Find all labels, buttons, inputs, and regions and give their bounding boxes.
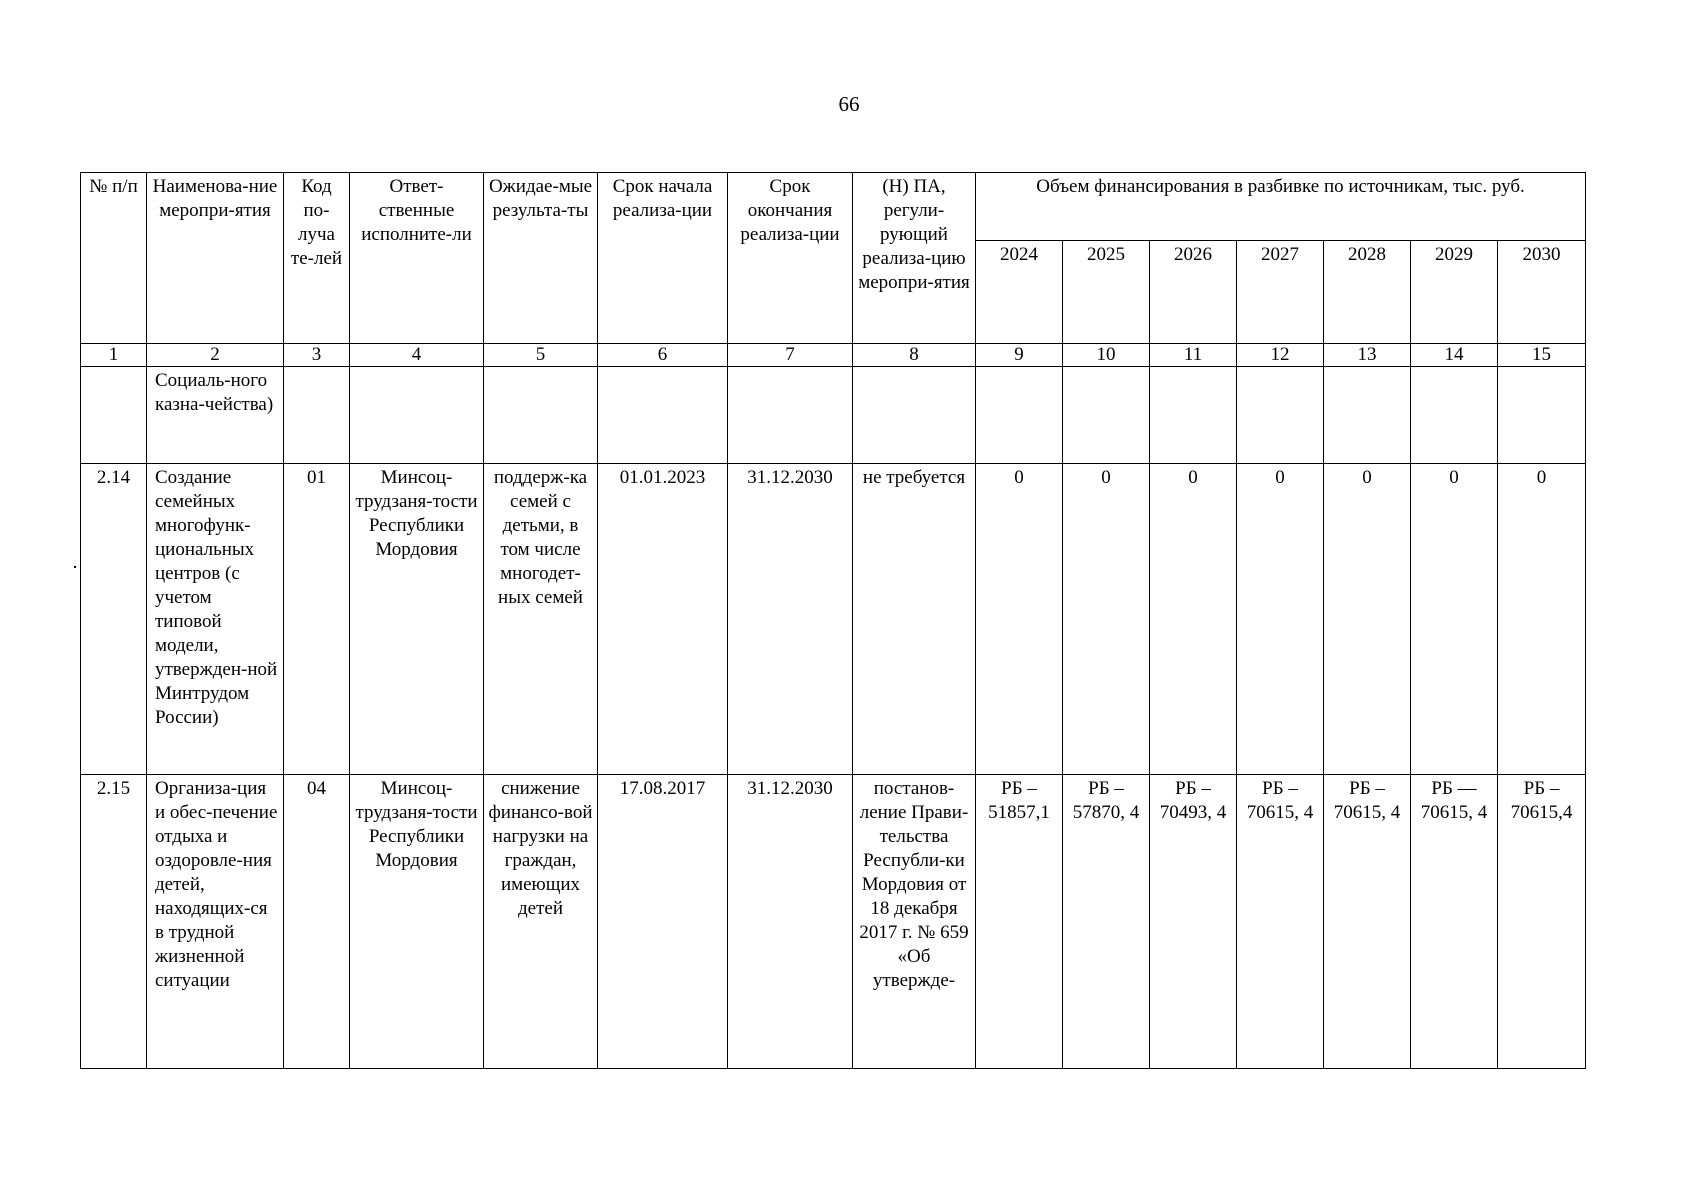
row-npa: постанов-ление Прави-тельства Республи-ки Мордовия от 18 декабря 2017 г. № 659 «Об утвержде- <box>853 775 976 1069</box>
row-results: поддерж-ка семей с детьми, в том числе многодет-ных семей <box>484 464 598 775</box>
row-value: РБ – 51857,1 <box>976 775 1063 1069</box>
header-year: 2024 <box>976 241 1063 344</box>
row-name: Социаль-ного казна-чейства) <box>147 367 284 464</box>
column-number: 6 <box>598 344 728 367</box>
header-results: Ожидае-мые результа-ты <box>484 173 598 344</box>
row-code <box>284 367 350 464</box>
column-number: 3 <box>284 344 350 367</box>
table-row <box>81 464 1586 775</box>
table-row <box>81 775 1586 1069</box>
row-start: 01.01.2023 <box>598 464 728 775</box>
header-name: Наименова-ние меропри-ятия <box>147 173 284 344</box>
header-num: № п/п <box>81 173 147 344</box>
header-year: 2025 <box>1063 241 1150 344</box>
row-end: 31.12.2030 <box>728 775 853 1069</box>
column-number: 11 <box>1150 344 1237 367</box>
column-number: 12 <box>1237 344 1324 367</box>
row-end <box>728 367 853 464</box>
row-num: 2.14 <box>81 464 147 775</box>
header-year: 2028 <box>1324 241 1411 344</box>
header-year: 2026 <box>1150 241 1237 344</box>
header-start: Срок начала реализа-ции <box>598 173 728 344</box>
row-value: РБ – 57870, 4 <box>1063 775 1150 1069</box>
row-start: 17.08.2017 <box>598 775 728 1069</box>
row-name: Создание семейных многофунк-циональных центров (с учетом типовой модели, утвержден-ной Минтрудом России) <box>147 464 284 775</box>
row-value: РБ – 70615,4 <box>1498 775 1586 1069</box>
row-value: РБ – 70615, 4 <box>1324 775 1411 1069</box>
row-code: 04 <box>284 775 350 1069</box>
row-value <box>1324 367 1411 464</box>
row-start <box>598 367 728 464</box>
column-number: 15 <box>1498 344 1586 367</box>
column-number: 9 <box>976 344 1063 367</box>
row-results: снижение финансо-вой нагрузки на граждан, имеющих детей <box>484 775 598 1069</box>
row-name: Организа-ция и обес-печение отдыха и оздоровле-ния детей, находящих-ся в трудной жизненной ситуации <box>147 775 284 1069</box>
row-value: РБ – 70493, 4 <box>1150 775 1237 1069</box>
row-value <box>976 367 1063 464</box>
column-number: 14 <box>1411 344 1498 367</box>
row-npa: не требуется <box>853 464 976 775</box>
column-number: 1 <box>81 344 147 367</box>
column-number: 4 <box>350 344 484 367</box>
row-value: РБ – 70615, 4 <box>1237 775 1324 1069</box>
row-executors: Минсоц-трудзаня-тости Республики Мордовия <box>350 775 484 1069</box>
row-value: 0 <box>1063 464 1150 775</box>
row-value: 0 <box>1150 464 1237 775</box>
row-end: 31.12.2030 <box>728 464 853 775</box>
financing-table <box>80 172 1586 1069</box>
row-value <box>1498 367 1586 464</box>
row-value <box>1150 367 1237 464</box>
header-year: 2030 <box>1498 241 1586 344</box>
header-year: 2027 <box>1237 241 1324 344</box>
column-number: 8 <box>853 344 976 367</box>
row-value: 0 <box>976 464 1063 775</box>
column-numbers-row <box>81 344 1586 367</box>
row-num: 2.15 <box>81 775 147 1069</box>
row-npa <box>853 367 976 464</box>
header-year: 2029 <box>1411 241 1498 344</box>
header-code: Код по-луча те-лей <box>284 173 350 344</box>
row-value: РБ — 70615, 4 <box>1411 775 1498 1069</box>
column-number: 10 <box>1063 344 1150 367</box>
row-value: 0 <box>1498 464 1586 775</box>
scan-speck <box>74 566 76 568</box>
header-executors: Ответ-ственные исполните-ли <box>350 173 484 344</box>
column-number: 5 <box>484 344 598 367</box>
page-number: 66 <box>838 92 860 116</box>
header-end: Срок окончания реализа-ции <box>728 173 853 344</box>
row-value <box>1237 367 1324 464</box>
row-value <box>1411 367 1498 464</box>
header-row <box>81 173 1586 241</box>
row-value: 0 <box>1237 464 1324 775</box>
row-value: 0 <box>1324 464 1411 775</box>
row-code: 01 <box>284 464 350 775</box>
header-npa: (Н) ПА, регули-рующий реализа-цию меропри-ятия <box>853 173 976 344</box>
row-value: 0 <box>1411 464 1498 775</box>
row-num <box>81 367 147 464</box>
row-results <box>484 367 598 464</box>
column-number: 7 <box>728 344 853 367</box>
row-value <box>1063 367 1150 464</box>
column-number: 2 <box>147 344 284 367</box>
header-funding: Объем финансирования в разбивке по источникам, тыс. руб. <box>976 173 1586 241</box>
table-row <box>81 367 1586 464</box>
row-executors: Минсоц-трудзаня-тости Республики Мордовия <box>350 464 484 775</box>
column-number: 13 <box>1324 344 1411 367</box>
row-executors <box>350 367 484 464</box>
